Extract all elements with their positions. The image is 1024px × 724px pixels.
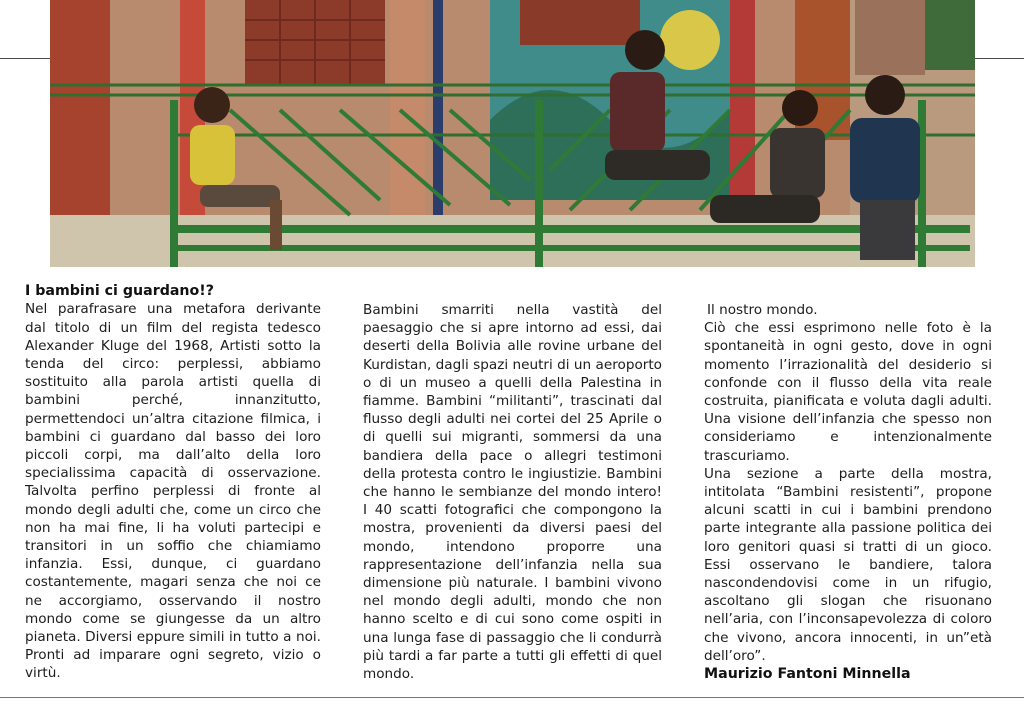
children-on-bench-photo-icon xyxy=(50,0,975,267)
column-3-paragraph-1: Ciò che essi esprimono nelle foto è la spontaneità in ogni gesto, dove in ogni momento l’irrazionalità del desiderio si confonde con il flusso della vita reale costruita, pianificata e voluta dagli adulti. Una visione dell’infanzia che spesso non consideriamo e intenzionalmente trascuriamo. xyxy=(704,320,992,464)
article-title: I bambini ci guardano!? xyxy=(25,283,214,299)
top-rule-left xyxy=(0,58,50,59)
column-2-text: Bambini smarriti nella vastità del paesaggio che si apre intorno ad essi, dai deserti della Bolivia alle rovine urbane del Kurdistan, dagli spazi neutri di un aeroporto o di un museo a quelli della Palestina in fiamme. Bambini “militanti”, trascinati dal flusso degli adulti nei cortei del 25 Aprile o di quelli sui migranti, sommersi da una bandiera della pace o allegri testimoni della protesta contro le ingiustizie. Bambini che hanno le sembianze del mondo intero! I 40 scatti fotografici che compongono la mostra, provenienti da diversi paesi del mondo, intendono proporre una rappresentazione dell’infanzia nella sua dimensione più naturale. I bambini vivono nel mondo degli adulti, mondo che non hanno scelto e di cui sono come ospiti in una lunga fase di passaggio che li condurrà più tardi a far parte a tutti gli effetti di quel mondo. xyxy=(363,302,662,683)
column-2 xyxy=(363,301,662,683)
header-photo xyxy=(50,0,975,267)
column-3-paragraph-2: Una sezione a parte della mostra, intitolata “Bambini resistenti”, propone alcuni scatti in cui i bambini prendono parte integrante alla passione politica dei loro genitori quasi si tratti di un gioco. Essi osservano le bandiere, talora nascondendovisi come in un rifugio, ascoltano gli slogan che risuonano nell’aria, con l’inconsapevolezza di coloro che vivono, ancora innocenti, in un”età dell’oro”. xyxy=(704,465,992,664)
column-1-text: Nel parafrasare una metafora derivante dal titolo di un film del regista tedesco Alexander Kluge del 1968, Artisti sotto la tenda del circo: perplessi, abbiamo sostituito alla parola artisti quella di bambini perché, innanzitutto, permettendoci un’altra citazione filmica, i bambini ci guardano dal basso dei loro piccoli corpi, ma dall’alto della loro specialissima capacità di osservazione. Talvolta perfino perplessi di fronte al mondo degli adulti che, come un circo che non ha mai fine, li ha voluti partecipi e transitori in un soffio che chiamiamo infanzia. Essi, dunque, ci guardano costantemente, magari senza che noi ce ne accorgiamo, osservando il nostro mondo come se giungesse da un altro pianeta. Diversi eppure simili in tutto a noi. Pronti ad imparare ogni segreto, vizio o virtù. xyxy=(25,301,321,682)
column-3 xyxy=(704,301,992,683)
column-1 xyxy=(25,282,321,683)
author-signature: Maurizio Fantoni Minnella xyxy=(704,666,911,683)
top-rule-right xyxy=(975,58,1024,59)
bottom-rule xyxy=(0,697,1024,698)
column-3-opening: Il nostro mondo. xyxy=(707,302,818,318)
